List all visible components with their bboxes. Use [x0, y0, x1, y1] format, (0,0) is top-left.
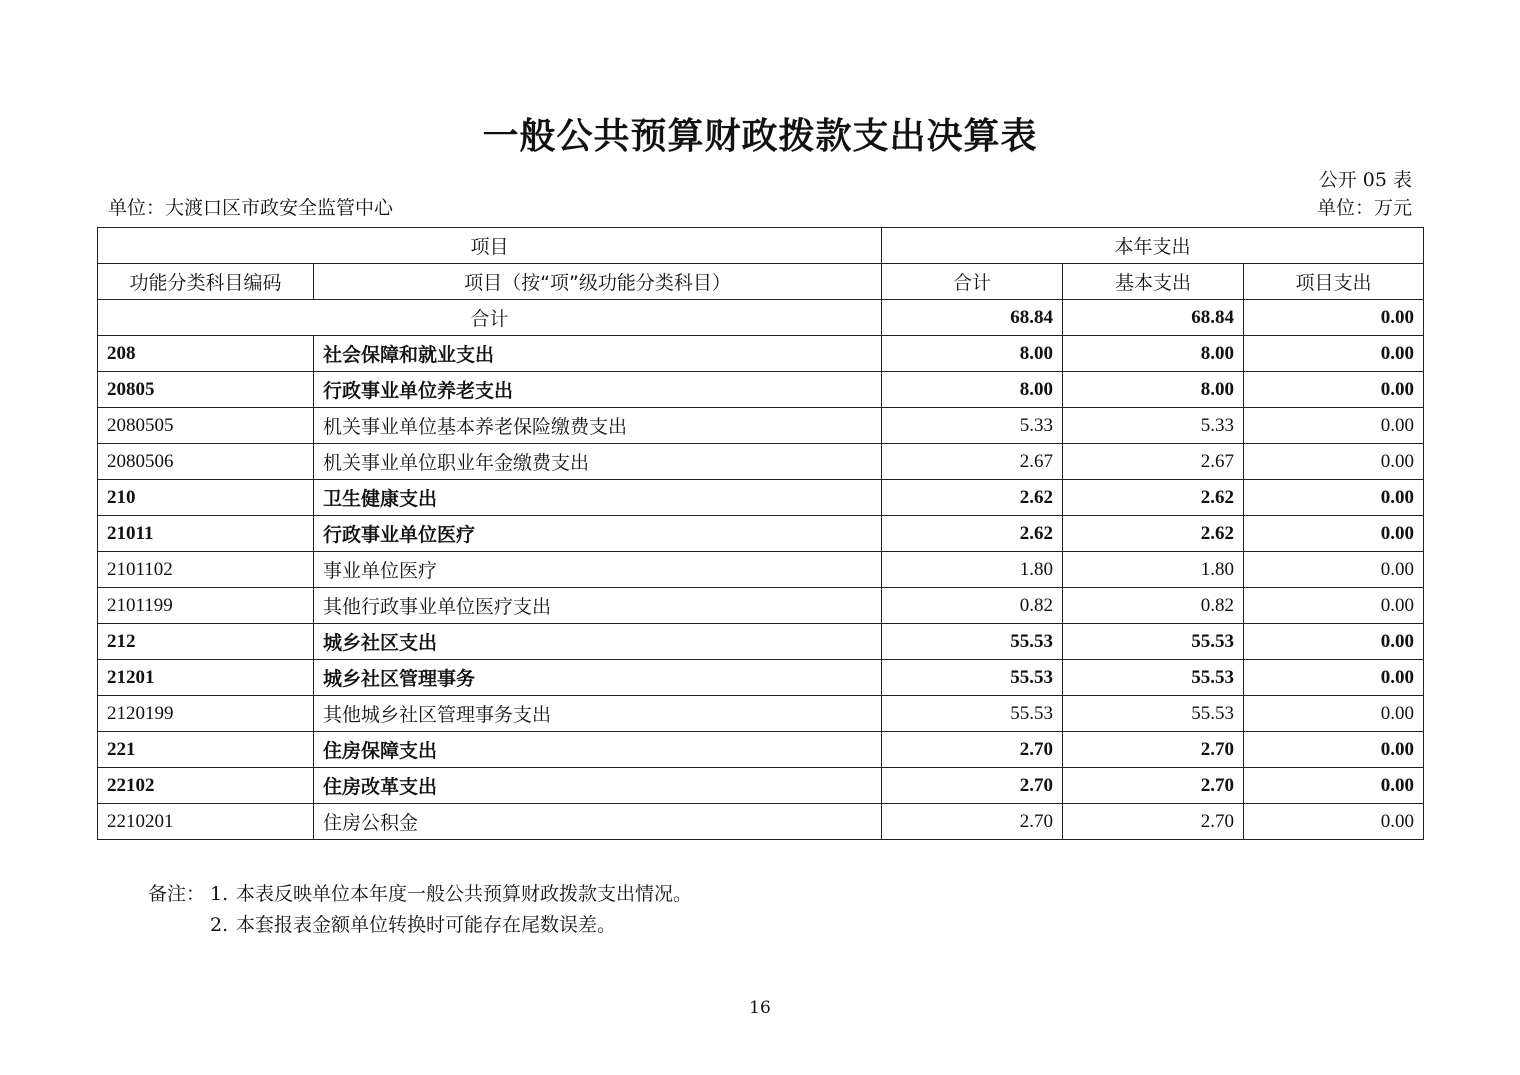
table-row [98, 444, 1424, 480]
row-name: 行政事业单位医疗 [314, 516, 882, 552]
note-text: 本套报表金额单位转换时可能存在尾数误差。 [236, 914, 617, 936]
row-name: 城乡社区支出 [314, 624, 882, 660]
row-project: 0.00 [1244, 588, 1424, 624]
row-name: 住房公积金 [314, 804, 882, 840]
row-basic: 55.53 [1063, 624, 1244, 660]
header-code: 功能分类科目编码 [98, 264, 314, 300]
notes [148, 879, 692, 941]
header-columns-row [98, 264, 1424, 300]
row-basic: 8.00 [1063, 372, 1244, 408]
unit-organization: 单位：大渡口区市政安全监管中心 [108, 197, 394, 219]
row-project: 0.00 [1244, 660, 1424, 696]
page-title: 一般公共预算财政拨款支出决算表 [482, 116, 1038, 157]
note-number: 1. [210, 883, 229, 905]
row-code: 2080506 [98, 444, 314, 480]
row-basic: 2.62 [1063, 480, 1244, 516]
table-row [98, 768, 1424, 804]
row-project: 0.00 [1244, 552, 1424, 588]
row-code: 210 [98, 480, 314, 516]
row-basic: 8.00 [1063, 336, 1244, 372]
header-expenditure-group: 本年支出 [882, 228, 1424, 264]
table-row [98, 480, 1424, 516]
notes-label: 备注： [148, 883, 206, 905]
header-project: 项目支出 [1244, 264, 1424, 300]
row-total: 2.67 [882, 444, 1063, 480]
row-project: 0.00 [1244, 696, 1424, 732]
total-basic: 68.84 [1063, 300, 1244, 336]
total-label: 合计 [98, 300, 882, 336]
row-project: 0.00 [1244, 372, 1424, 408]
row-code: 221 [98, 732, 314, 768]
table-row [98, 624, 1424, 660]
row-total: 55.53 [882, 660, 1063, 696]
row-code: 21201 [98, 660, 314, 696]
total-amount: 68.84 [882, 300, 1063, 336]
row-name: 其他城乡社区管理事务支出 [314, 696, 882, 732]
table-row [98, 804, 1424, 840]
table-row [98, 552, 1424, 588]
unit-currency: 单位：万元 [1316, 197, 1412, 219]
row-name: 城乡社区管理事务 [314, 660, 882, 696]
row-code: 208 [98, 336, 314, 372]
expenditure-table [97, 227, 1424, 840]
row-name: 事业单位医疗 [314, 552, 882, 588]
row-basic: 55.53 [1063, 696, 1244, 732]
header-group-row [98, 228, 1424, 264]
row-project: 0.00 [1244, 408, 1424, 444]
header-item: 项目（按“项”级功能分类科目） [314, 264, 882, 300]
row-name: 社会保障和就业支出 [314, 336, 882, 372]
total-row [98, 300, 1424, 336]
row-code: 2210201 [98, 804, 314, 840]
row-basic: 2.62 [1063, 516, 1244, 552]
row-total: 5.33 [882, 408, 1063, 444]
row-code: 22102 [98, 768, 314, 804]
header-total: 合计 [882, 264, 1063, 300]
row-basic: 5.33 [1063, 408, 1244, 444]
row-total: 2.70 [882, 732, 1063, 768]
row-total: 2.62 [882, 480, 1063, 516]
row-basic: 2.70 [1063, 804, 1244, 840]
row-basic: 0.82 [1063, 588, 1244, 624]
row-total: 2.62 [882, 516, 1063, 552]
header-basic: 基本支出 [1063, 264, 1244, 300]
row-total: 8.00 [882, 372, 1063, 408]
row-code: 21011 [98, 516, 314, 552]
row-total: 8.00 [882, 336, 1063, 372]
row-project: 0.00 [1244, 768, 1424, 804]
header-item-group: 项目 [98, 228, 882, 264]
row-total: 2.70 [882, 768, 1063, 804]
row-project: 0.00 [1244, 624, 1424, 660]
row-code: 2080505 [98, 408, 314, 444]
row-name: 机关事业单位职业年金缴费支出 [314, 444, 882, 480]
row-name: 住房改革支出 [314, 768, 882, 804]
row-code: 20805 [98, 372, 314, 408]
table-row [98, 732, 1424, 768]
table-row [98, 696, 1424, 732]
row-total: 0.82 [882, 588, 1063, 624]
row-project: 0.00 [1244, 444, 1424, 480]
table-row [98, 588, 1424, 624]
table-row [98, 336, 1424, 372]
row-name: 机关事业单位基本养老保险缴费支出 [314, 408, 882, 444]
total-project: 0.00 [1244, 300, 1424, 336]
table-row [98, 408, 1424, 444]
form-number: 公开 05 表 [1318, 169, 1412, 191]
row-total: 55.53 [882, 624, 1063, 660]
row-name: 住房保障支出 [314, 732, 882, 768]
row-project: 0.00 [1244, 480, 1424, 516]
row-code: 2101102 [98, 552, 314, 588]
row-name: 行政事业单位养老支出 [314, 372, 882, 408]
row-name: 卫生健康支出 [314, 480, 882, 516]
row-basic: 2.70 [1063, 732, 1244, 768]
note-text: 本表反映单位本年度一般公共预算财政拨款支出情况。 [236, 883, 693, 905]
row-project: 0.00 [1244, 336, 1424, 372]
row-basic: 2.70 [1063, 768, 1244, 804]
row-project: 0.00 [1244, 732, 1424, 768]
row-basic: 1.80 [1063, 552, 1244, 588]
row-project: 0.00 [1244, 804, 1424, 840]
table-row [98, 660, 1424, 696]
row-name: 其他行政事业单位医疗支出 [314, 588, 882, 624]
row-total: 1.80 [882, 552, 1063, 588]
row-project: 0.00 [1244, 516, 1424, 552]
row-total: 2.70 [882, 804, 1063, 840]
note-number: 2. [210, 914, 229, 936]
row-total: 55.53 [882, 696, 1063, 732]
row-basic: 2.67 [1063, 444, 1244, 480]
row-code: 2101199 [98, 588, 314, 624]
table-row [98, 516, 1424, 552]
table-row [98, 372, 1424, 408]
page-number: 16 [749, 998, 771, 1018]
row-basic: 55.53 [1063, 660, 1244, 696]
row-code: 2120199 [98, 696, 314, 732]
row-code: 212 [98, 624, 314, 660]
